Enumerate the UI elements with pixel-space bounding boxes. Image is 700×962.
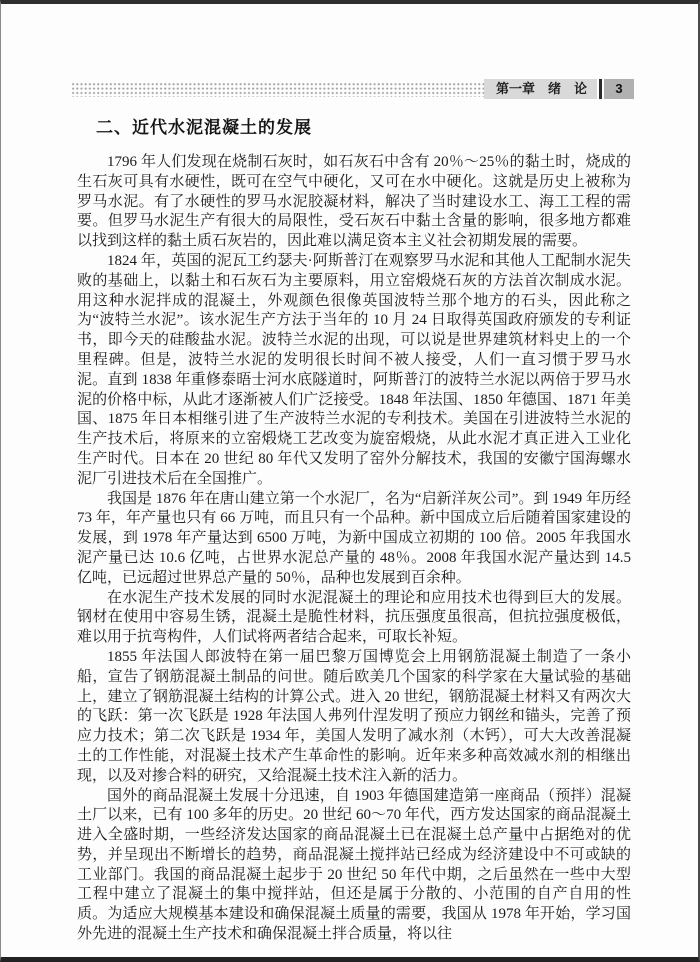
page-number: 3 (604, 79, 634, 99)
paragraph-roman-cement: 1796 年人们发现在烧制石灰时，如石灰石中含有 20％～25％的黏土时，烧成的生石灰可具有水硬性，既可在空气中硬化，又可在水中硬化。这就是历史上被称为罗马水泥。有了水硬性的罗马水泥胶凝材料，解决了当时建设水工、海工工程的需要。但罗马水泥生产有很大的局限性，受石灰石中黏土含量的影响，很多地方都难以找到这样的黏土质石灰岩的，因此难以满足资本主义社会初期发展的需要。 (77, 154, 631, 250)
paragraph-reinforced-concrete: 1855 年法国人郎波特在第一届巴黎万国博览会上用钢筋混凝土制造了一条小船，宣告了钢筋混凝土制品的问世。随后欧美几个国家的科学家在大量试验的基础上，建立了钢筋混凝土结构的计算公式。进入 20 世纪，钢筋混凝土材料又有两次大的飞跃：第一次飞跃是 1928 年法国人弗列什涅发明了预应力钢丝和锚头，完善了预应力技术；第二次飞跃是 1934 年，美国人发明了减水剂（木钙），可大大改善混凝土的工作性能，对混凝土技术产生革命性的影响。近年来多种高效减水剂的相继出现，以及对掺合料的研究，又给混凝土技术注入新的活力。 (77, 648, 631, 784)
header-divider (599, 79, 602, 99)
paragraph-ready-mixed-concrete: 国外的商品混凝土发展十分迅速，自 1903 年德国建造第一座商品（预拌）混凝土厂以来，已有 100 多年的历史。20 世纪 60～70 年代，西方发达国家的商品混凝土进入全盛时期，一些经济发达国家的商品混凝土已在混凝土总产量中占据绝对的优势，并呈现出不断增长的趋势，商品混凝土搅拌站已经成为经济建设中不可或缺的工业部门。我国的商品混凝土起步于 20 世纪 50 年代中期，之后虽然在一些中大型工程中建立了混凝土的集中搅拌站，但还是属于分散的、小范围的自产自用的性质。为适应大规模基本建设和确保混凝土质量的需要，我国从 1978 年开始，学习国外先进的混凝土生产技术和确保混凝土拌合质量，将以往 (77, 787, 631, 943)
paragraph-china-cement-history: 我国是 1876 年在唐山建立第一个水泥厂，名为“启新洋灰公司”。到 1949 年历经 73 年，年产量也只有 66 万吨，而且只有一个品种。新中国成立后后随着国家建设的发展，到 1978 年产量达到 6500 万吨，为新中国成立初期的 100 倍。2005 年我国水泥产量已达 10.6 亿吨，占世界水泥总产量的 48％。2008 年我国水泥产量达到 14.5 亿吨，已远超过世界总产量的 50％，品种也发展到百余种。 (77, 490, 631, 586)
dotted-rule-decoration (71, 81, 484, 97)
paragraph-steel-and-concrete: 在水泥生产技术发展的同时水泥混凝土的理论和应用技术也得到巨大的发展。钢材在使用中容易生锈，混凝土是脆性材料，抗压强度虽很高，但抗拉强度极低，难以用于抗弯构件，人们试将两者结合起来，可取长补短。 (77, 589, 631, 646)
chapter-title: 第一章 绪 论 (484, 79, 597, 99)
section-heading: 二、近代水泥混凝土的发展 (96, 118, 312, 137)
paragraph-portland-cement: 1824 年，英国的泥瓦工约瑟夫·阿斯普汀在观察罗马水泥和其他人工配制水泥失败的基础上，以黏土和石灰石为主要原料，用立窑煅烧石灰的方法首次制成水泥。用这种水泥拌成的混凝土，外观颜色很像英国波特兰那个地方的石头，因此称之为“波特兰水泥”。该水泥生产方法于当年的 10 月 24 日取得英国政府颁发的专利证书，即今天的硅酸盐水泥。波特兰水泥的出现，可以说是世界建筑材料史上的一个里程碑。但是，波特兰水泥的发明很长时间不被人接受，人们一直习惯于罗马水泥。直到 1838 年重修泰晤士河水底隧道时，阿斯普汀的波特兰水泥以两倍于罗马水泥的价格中标，从此才逐渐被人们广泛接受。1848 年法国、1850 年德国、1871 年美国、1875 年日本相继引进了生产波特兰水泥的专利技术。美国在引进波特兰水泥的生产技术后，将原来的立窑煅烧工艺改变为旋窑煅烧，从此水泥才真正进入工业化生产时代。日本在 20 世纪 80 年代又发明了窑外分解技术，我国的安徽宁国海螺水泥厂引进技术后在全国推广。 (77, 252, 631, 487)
running-head (71, 78, 634, 100)
page-body (77, 116, 631, 945)
